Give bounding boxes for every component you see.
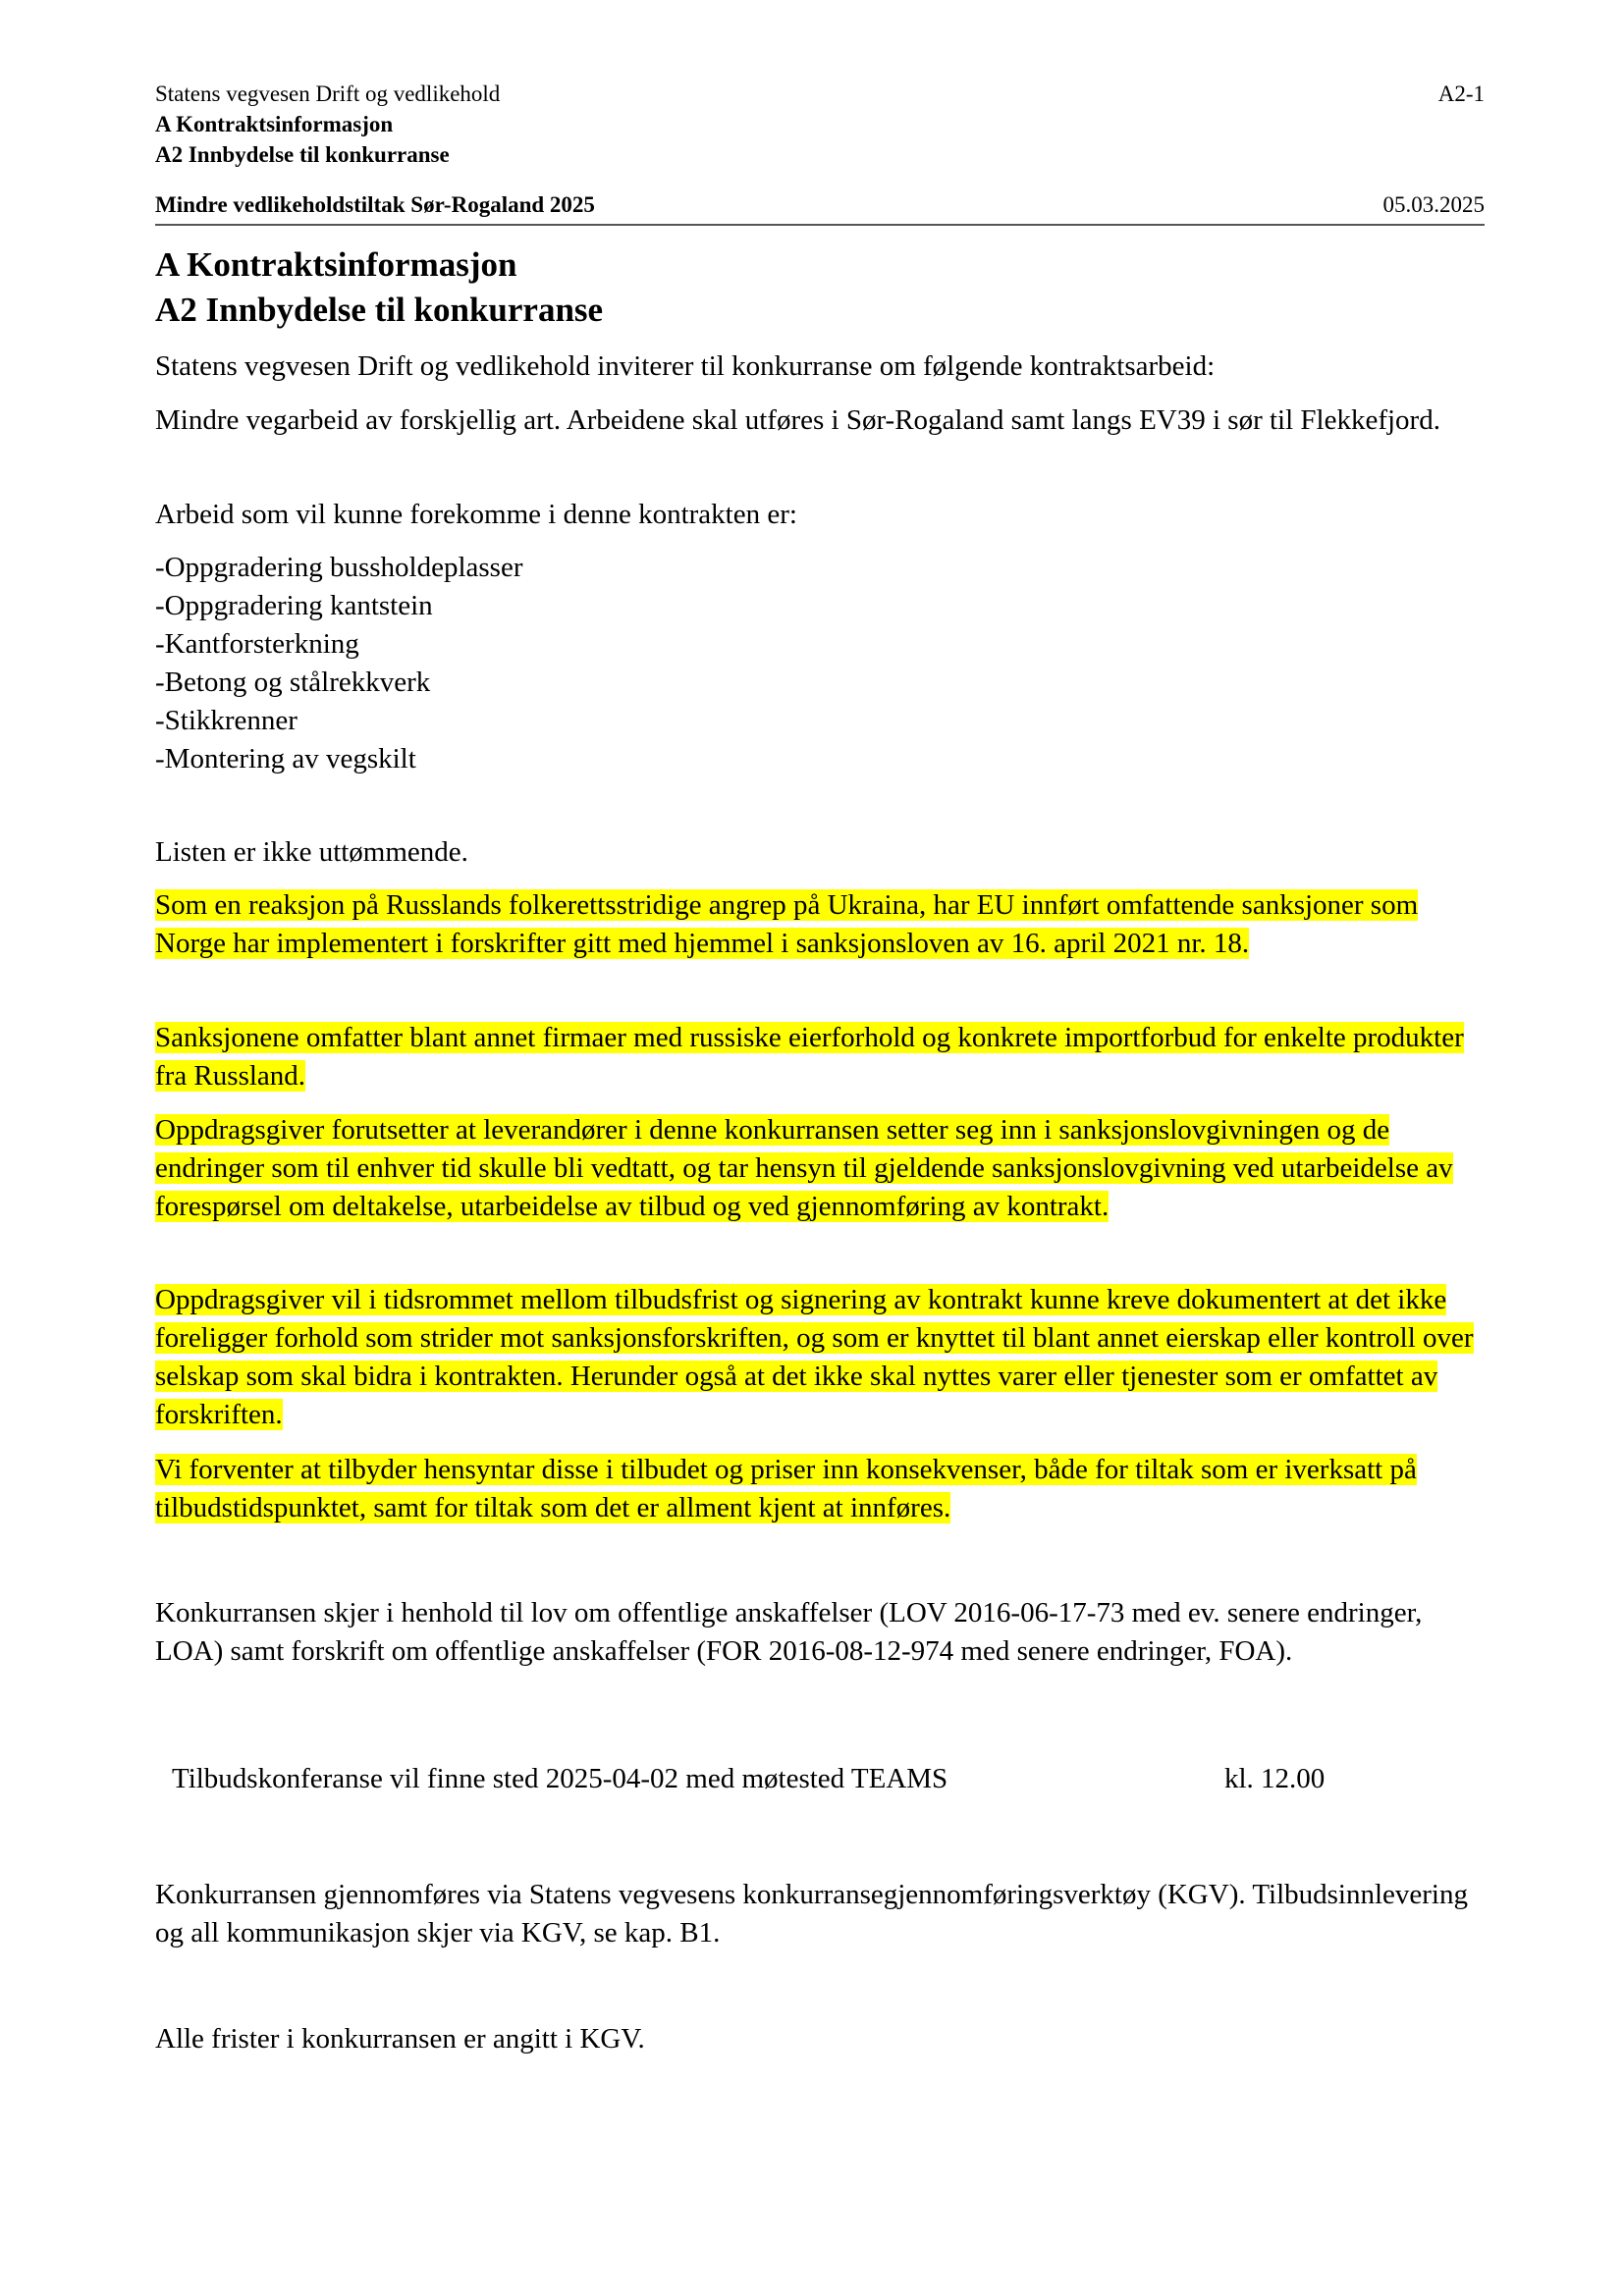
deadlines-paragraph: Alle frister i konkurransen er angitt i KGV. [155,2023,645,2055]
intro-paragraph: Statens vegvesen Drift og vedlikehold inviterer til konkurranse om følgende kontraktsarbeid: [155,350,1216,382]
heading-section: A Kontraktsinformasjon [155,245,517,284]
list-item: -Stikkrenner [155,705,298,736]
running-header [155,79,1485,170]
highlighted-text: Som en reaksjon på Russlands folkerettsstridige angrep på Ukraina, har EU innført omfattende sanksjoner som Norge har implementert i forskrifter gitt med hjemmel i sanksjonsloven av 16. april 2021 nr. 18. [155,889,1419,959]
sanctions-paragraph [155,1111,1485,1226]
heading-subsection: A2 Innbydelse til konkurranse [155,291,604,329]
header-divider [155,224,1485,226]
list-item: -Montering av vegskilt [155,743,416,774]
header-page-ref: A2-1 [1437,81,1485,106]
highlighted-text: Oppdragsgiver forutsetter at leverandører i denne konkurransen setter seg inn i sanksjonslovgivningen og de endringer som til enhver tid skulle bli vedtatt, og tar hensyn til gjeldende sanksjonslovgivning ved utarbeidelse av forespørsel om deltakelse, utarbeidelse av tilbud og ved gjennomføring av kontrakt. [155,1114,1453,1222]
header-date: 05.03.2025 [1382,192,1485,217]
header-section: A Kontraktsinformasjon [155,112,394,136]
legal-paragraph: Konkurransen skjer i henhold til lov om offentlige anskaffelser (LOV 2016-06-17-73 med ev. senere endringer, LOA) samt forskrift om offentlige anskaffelser (FOR 2016-08-12-974 med senere endringer, FOA). [155,1597,1423,1667]
sanctions-paragraph [155,1019,1485,1095]
sanctions-paragraph [155,886,1485,963]
header-org: Statens vegvesen Drift og vedlikehold [155,81,501,106]
list-item: -Betong og stålrekkverk [155,667,431,698]
header-contract-row [155,189,1485,220]
kgv-paragraph: Konkurransen gjennomføres via Statens vegvesens konkurransegjennomføringsverktøy (KGV). Tilbudsinnlevering og all kommunikasjon skjer via KGV, se kap. B1. [155,1879,1468,1949]
highlighted-text: Vi forventer at tilbyder hensyntar disse i tilbudet og priser inn konsekvenser, både for tiltak som er iverksatt på tilbudstidspunktet, samt for tiltak som det er allment kjent at innføres. [155,1454,1417,1523]
list-item: -Oppgradering kantstein [155,590,433,621]
sanctions-paragraph [155,1451,1485,1527]
work-list [155,549,1485,778]
header-contract-title: Mindre vedlikeholdstiltak Sør-Rogaland 2025 [155,192,595,217]
list-item: -Oppgradering bussholdeplasser [155,552,523,583]
highlighted-text: Oppdragsgiver vil i tidsrommet mellom tilbudsfrist og signering av kontrakt kunne kreve dokumentert at det ikke foreligger forhold som strider mot sanksjonsforskriften, og som er knyttet til blant annet eierskap eller kontroll over selskap som skal bidra i kontrakten. Herunder også at det ikke skal nyttes varer eller tjenester som er omfattet av forskriften. [155,1284,1474,1430]
work-intro: Arbeid som vil kunne forekomme i denne kontrakten er: [155,499,797,530]
scope-paragraph: Mindre vegarbeid av forskjellig art. Arbeidene skal utføres i Sør-Rogaland samt langs EV39 i sør til Flekkefjord. [155,404,1440,436]
conference-text: Tilbudskonferanse vil finne sted 2025-04-02 med møtested TEAMS [172,1763,948,1794]
header-subsection: A2 Innbydelse til konkurranse [155,142,450,167]
sanctions-paragraph [155,1281,1485,1434]
list-note: Listen er ikke uttømmende. [155,836,468,868]
list-item: -Kantforsterkning [155,628,359,660]
highlighted-text: Sanksjonene omfatter blant annet firmaer med russiske eierforhold og konkrete importforbud for enkelte produkter fra Russland. [155,1022,1464,1092]
conference-time: kl. 12.00 [1224,1763,1326,1794]
